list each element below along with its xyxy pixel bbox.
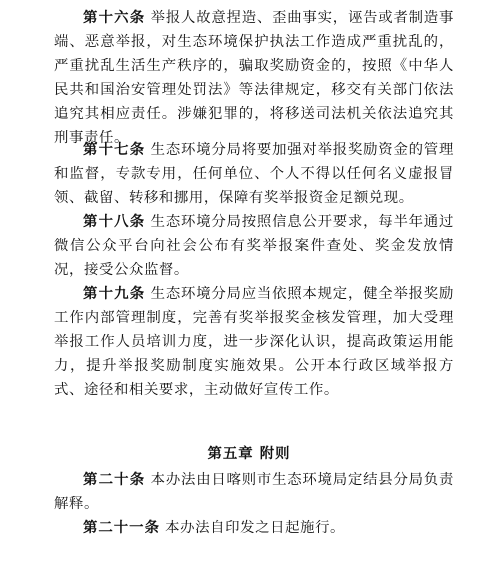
article-20: [54, 468, 454, 516]
article-21: [54, 516, 454, 540]
article-text: 举报人故意捏造、歪曲事实，诬告或者制造事端、恶意举报，对生态环境保护执法工作造成严重扰乱的，严重扰乱生活生产秩序的，骗取奖励资金的，按照《中华人民共和国治安管理处罚法》等法律规定，移交有关部门依法追究其相应责任。涉嫌犯罪的，将移送司法机关依法追究其刑事责任。: [54, 10, 454, 146]
article-number: 第十七条: [83, 142, 146, 158]
article-text: 生态环境分局按照信息公开要求，每半年通过微信公众平台向社会公布有奖举报案件查处、奖金发放情况，接受公众监督。: [54, 214, 454, 278]
article-number: 第二十条: [83, 472, 146, 488]
article-18: [54, 210, 454, 282]
article-text: 生态环境分局应当依照本规定，健全举报奖励工作内部管理制度，完善有奖举报奖金核发管理，加大受理举报工作人员培训力度，进一步深化认识，提高政策运用能力，提升举报奖励制度实施效果。公开本行政区域举报方式、途径和相关要求，主动做好宣传工作。: [54, 286, 454, 398]
chapter-heading: 第五章 附则: [207, 446, 291, 462]
article-16: [54, 6, 454, 150]
article-text: 生态环境分局将要加强对举报奖励资金的管理和监督，专款专用，任何单位、个人不得以任何名义虚报冒领、截留、转移和挪用，保障有奖举报资金足额兑现。: [54, 142, 454, 206]
article-text: 本办法由日喀则市生态环境局定结县分局负责解释。: [54, 472, 454, 512]
article-number: 第十八条: [83, 214, 146, 230]
article-number: 第二十一条: [83, 520, 160, 536]
article-19: [54, 282, 454, 402]
article-17: [54, 138, 454, 210]
article-text: 本办法自印发之日起施行。: [165, 520, 346, 536]
article-number: 第十九条: [83, 286, 146, 302]
article-number: 第十六条: [83, 10, 146, 26]
